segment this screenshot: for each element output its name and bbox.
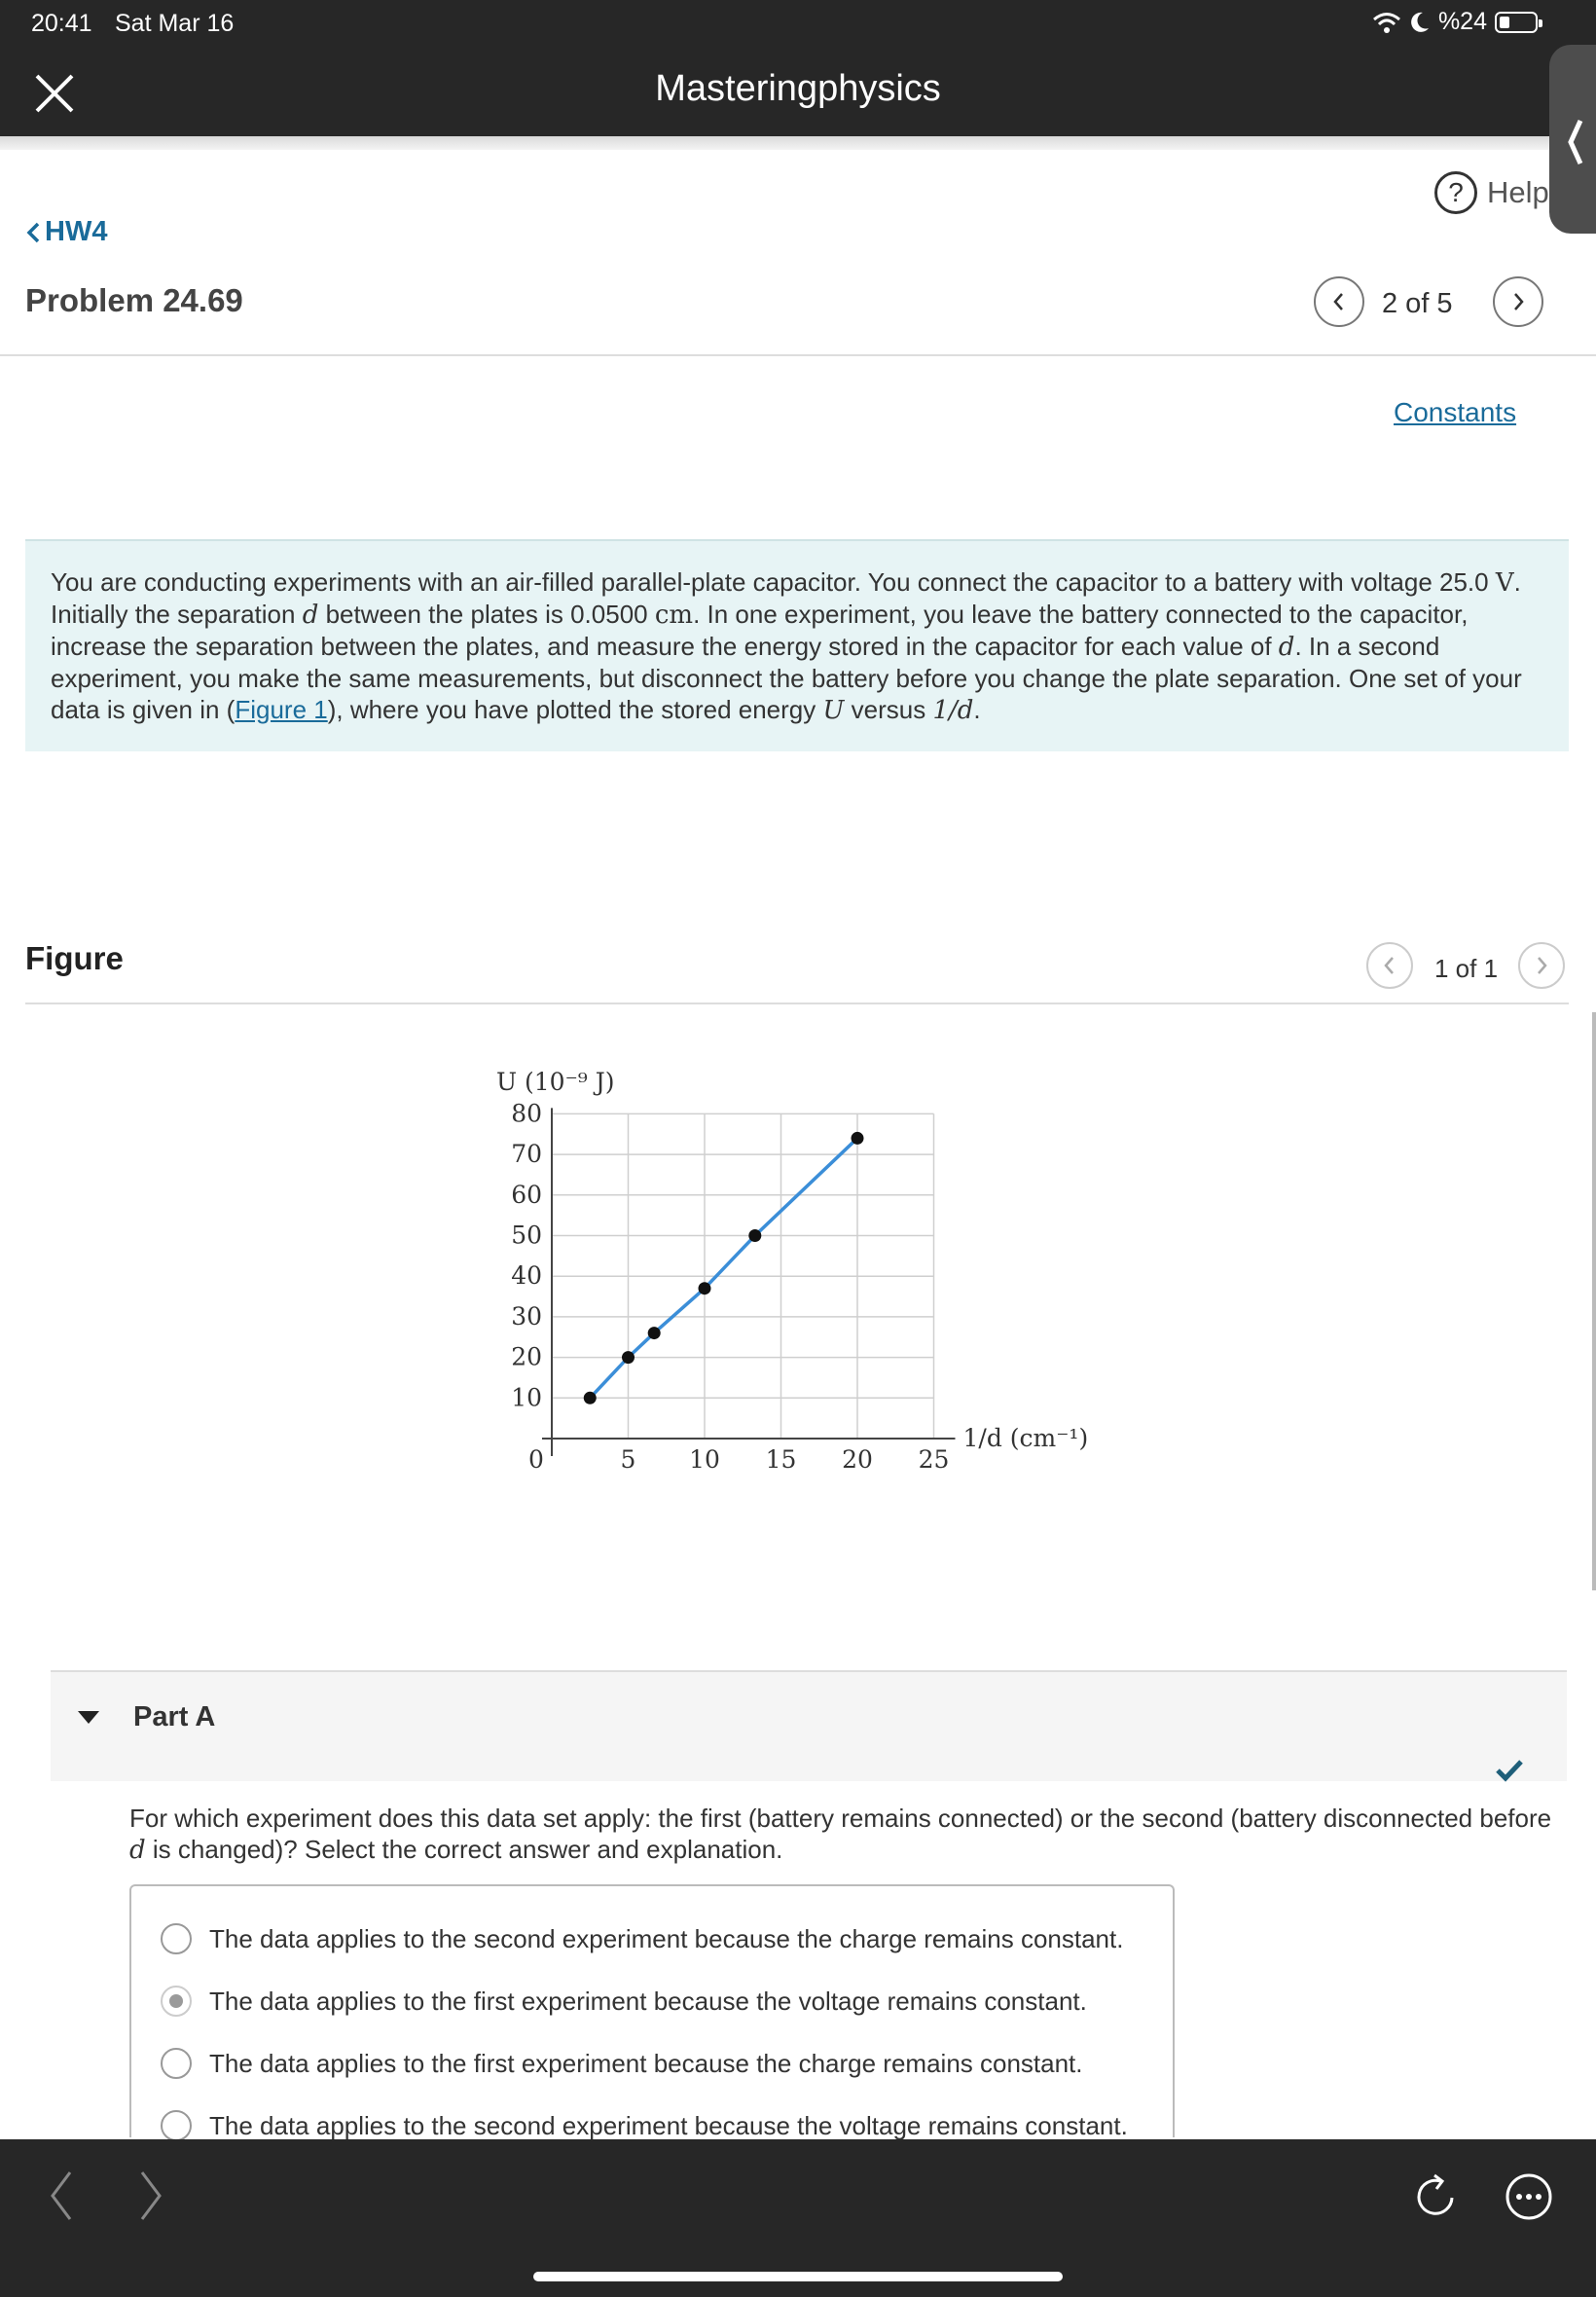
status-time: 20:41	[31, 10, 92, 37]
header-divider	[0, 354, 1596, 356]
forward-arrow-icon[interactable]	[136, 2169, 165, 2223]
energy-vs-inverse-separation-chart	[477, 1051, 1119, 1489]
previous-problem-button[interactable]	[1314, 276, 1364, 327]
checkmark-icon	[1495, 1758, 1524, 1783]
data-point	[622, 1351, 635, 1364]
next-problem-button[interactable]	[1493, 276, 1543, 327]
chevron-left-icon	[25, 221, 41, 244]
previous-figure-button[interactable]	[1366, 942, 1413, 989]
back-to-assignment-link[interactable]	[25, 216, 107, 248]
back-arrow-icon[interactable]	[47, 2169, 76, 2223]
y-axis-label: U (10⁻⁹ J)	[496, 1068, 615, 1096]
data-point	[852, 1132, 864, 1145]
answer-option-selected[interactable]	[161, 1986, 1087, 2017]
status-date: Sat Mar 16	[115, 10, 235, 37]
chart-labels	[496, 1068, 1088, 1474]
chevron-left-icon	[1380, 954, 1399, 977]
wifi-icon	[1372, 11, 1401, 34]
x-tick-label: 5	[620, 1445, 636, 1474]
problem-counter: 2 of 5	[1382, 288, 1453, 319]
constants-link[interactable]: Constants	[1394, 397, 1517, 427]
next-figure-button[interactable]	[1518, 942, 1565, 989]
answer-option[interactable]	[161, 2110, 1128, 2141]
scrollbar[interactable]	[1592, 1012, 1596, 1590]
answer-options	[129, 1884, 1175, 2140]
data-point	[748, 1229, 761, 1242]
answer-option-label: The data applies to the second experiment because the voltage remains constant.	[209, 2110, 1128, 2140]
help-label: Help	[1487, 175, 1549, 209]
refresh-icon[interactable]	[1413, 2172, 1460, 2221]
back-link-label: HW4	[45, 216, 108, 247]
figure-divider	[25, 1003, 1569, 1004]
app-title: Masteringphysics	[655, 68, 941, 109]
x-axis-label: 1/d (cm⁻¹)	[962, 1424, 1089, 1452]
y-tick-label: 10	[511, 1383, 542, 1412]
problem-statement-box	[25, 539, 1569, 751]
chevron-left-icon	[1559, 113, 1596, 191]
y-tick-label: 60	[511, 1180, 542, 1209]
answer-option[interactable]	[161, 2048, 1083, 2079]
radio-button-selected[interactable]	[161, 1986, 192, 2017]
y-tick-label: 80	[511, 1099, 542, 1128]
battery-icon	[1495, 12, 1538, 33]
y-tick-label: 30	[511, 1301, 542, 1331]
radio-button[interactable]	[161, 2048, 192, 2079]
chart-series	[584, 1132, 864, 1404]
answer-option[interactable]	[161, 1923, 1123, 1954]
home-indicator	[533, 2272, 1063, 2281]
caret-down-icon[interactable]	[78, 1711, 99, 1724]
x-tick-label: 15	[765, 1445, 797, 1474]
figure-title: Figure	[25, 940, 124, 976]
y-tick-label: 50	[511, 1221, 542, 1250]
figure-counter: 1 of 1	[1434, 954, 1499, 983]
x-tick-label: 25	[918, 1445, 950, 1474]
header-shadow	[0, 136, 1596, 150]
y-tick-label: 40	[511, 1261, 542, 1291]
help-icon: ?	[1434, 171, 1477, 214]
side-panel-tab[interactable]	[1549, 45, 1596, 234]
data-point	[699, 1282, 711, 1294]
data-point	[584, 1392, 597, 1404]
part-a-label: Part A	[133, 1701, 216, 1732]
x-tick-label: 10	[689, 1445, 720, 1474]
more-options-icon[interactable]	[1505, 2172, 1553, 2221]
answer-option-label: The data applies to the first experiment because the charge remains constant.	[209, 2048, 1083, 2078]
help-button[interactable]	[1434, 171, 1549, 214]
chevron-right-icon	[1532, 954, 1551, 977]
data-point	[648, 1327, 661, 1339]
problem-statement: You are conducting experiments with an air-filled parallel-plate capacitor. You connect the capacitor to a battery with voltage 25.0 V. Initially the separation d between the plates is 0.0500 cm. In one experiment, you leave the battery connected to the capacitor, increase the separation between the plates, and measure the energy stored in the capacitor for each value of d. In a second experiment, you make the same measurements, but disconnect the battery before you change the plate separation. One set of your data is given in (Figure 1), where you have plotted the stored energy U versus 1/d.	[51, 567, 1522, 725]
part-a-header[interactable]	[51, 1670, 1567, 1781]
problem-title: Problem 24.69	[25, 282, 243, 318]
chart-axes	[542, 1108, 956, 1456]
figure-link[interactable]: Figure 1	[235, 695, 328, 724]
answer-option-label: The data applies to the second experiment because the charge remains constant.	[209, 1923, 1124, 1953]
chevron-right-icon	[1508, 290, 1528, 313]
status-icons	[1372, 8, 1538, 36]
y-tick-label: 70	[511, 1140, 542, 1169]
radio-button[interactable]	[161, 1923, 192, 1954]
chart-grid	[552, 1113, 934, 1439]
y-tick-label: 20	[511, 1342, 542, 1371]
chevron-left-icon	[1329, 290, 1349, 313]
battery-percent: %24	[1437, 8, 1487, 35]
x-tick-label: 20	[842, 1445, 873, 1474]
origin-label: 0	[528, 1445, 544, 1474]
answer-option-label: The data applies to the first experiment because the voltage remains constant.	[209, 1986, 1087, 2016]
radio-button[interactable]	[161, 2110, 192, 2141]
moon-icon	[1409, 11, 1431, 34]
part-a-question: For which experiment does this data set apply: the first (battery remains connected) or the second (battery disconnected before d is changed)? Select the correct answer and explanation.	[129, 1804, 1552, 1865]
